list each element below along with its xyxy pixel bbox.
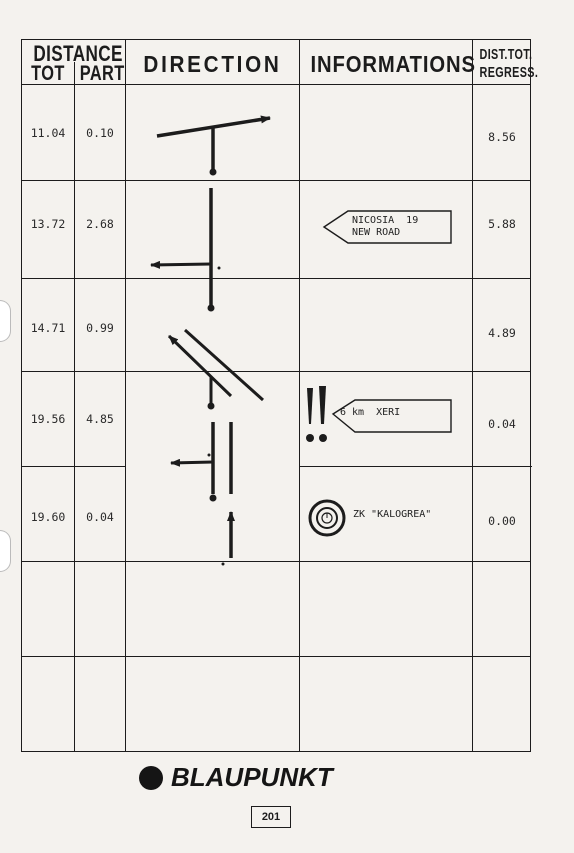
- table-row-5-part: 0.04: [86, 510, 114, 524]
- table-row-1-part: 0.10: [86, 126, 114, 140]
- brand-logo-dot: [139, 766, 163, 790]
- page-number: 201: [251, 806, 291, 828]
- header-tot: TOT: [31, 62, 65, 85]
- header-dist-tot-regress: [479, 46, 539, 82]
- table-row-3-tot: 14.71: [30, 321, 66, 335]
- header-direction: DIRECTION: [143, 51, 282, 77]
- sign-text-xeri: 6 km XERI: [340, 407, 401, 418]
- table-row-2-regress: 5.88: [488, 217, 516, 231]
- brand-logo: BLAUPUNKT: [171, 762, 333, 792]
- binder-hole: [0, 530, 11, 572]
- table-row-2-part: 2.68: [86, 217, 114, 231]
- table-row-3-regress: 4.89: [488, 326, 516, 340]
- table-row-4-part: 4.85: [86, 412, 114, 426]
- header-informations: INFORMATIONS: [310, 51, 476, 77]
- direction-row-1-icon: [157, 118, 270, 176]
- table-row-1-regress: 8.56: [488, 130, 516, 144]
- header-dist-tot: DIST.TOT.: [479, 46, 533, 63]
- roadbook-table: [21, 39, 539, 752]
- direction-diagrams: [125, 84, 300, 564]
- table-row-4-regress: 0.04: [488, 417, 516, 431]
- header-distance: DISTANCE: [33, 41, 123, 66]
- direction-row-4-icon: [171, 422, 231, 502]
- direction-row-3-icon: [169, 330, 263, 410]
- column-divider: [472, 40, 473, 751]
- binder-hole: [0, 300, 11, 342]
- table-row-5-tot: 19.60: [30, 510, 66, 524]
- column-divider: [74, 62, 75, 751]
- table-row-4-tot: 19.56: [30, 412, 66, 426]
- row-divider: [22, 656, 530, 657]
- row-divider: [299, 466, 532, 467]
- control-point-label: ZK "KALOGREA": [353, 509, 432, 520]
- header-part: PART: [79, 62, 125, 85]
- direction-row-2-icon: [151, 188, 221, 312]
- table-row-3-part: 0.99: [86, 321, 114, 335]
- table-row-5-regress: 0.00: [488, 514, 516, 528]
- control-point-icon: [308, 499, 346, 537]
- table-row-2-tot: 13.72: [30, 217, 66, 231]
- sign-text-nicosia: NICOSIA 19 NEW ROAD: [352, 215, 419, 238]
- table-row-1-tot: 11.04: [30, 126, 66, 140]
- direction-row-5-icon: [222, 512, 232, 566]
- header-regress: REGRESS.: [479, 64, 539, 81]
